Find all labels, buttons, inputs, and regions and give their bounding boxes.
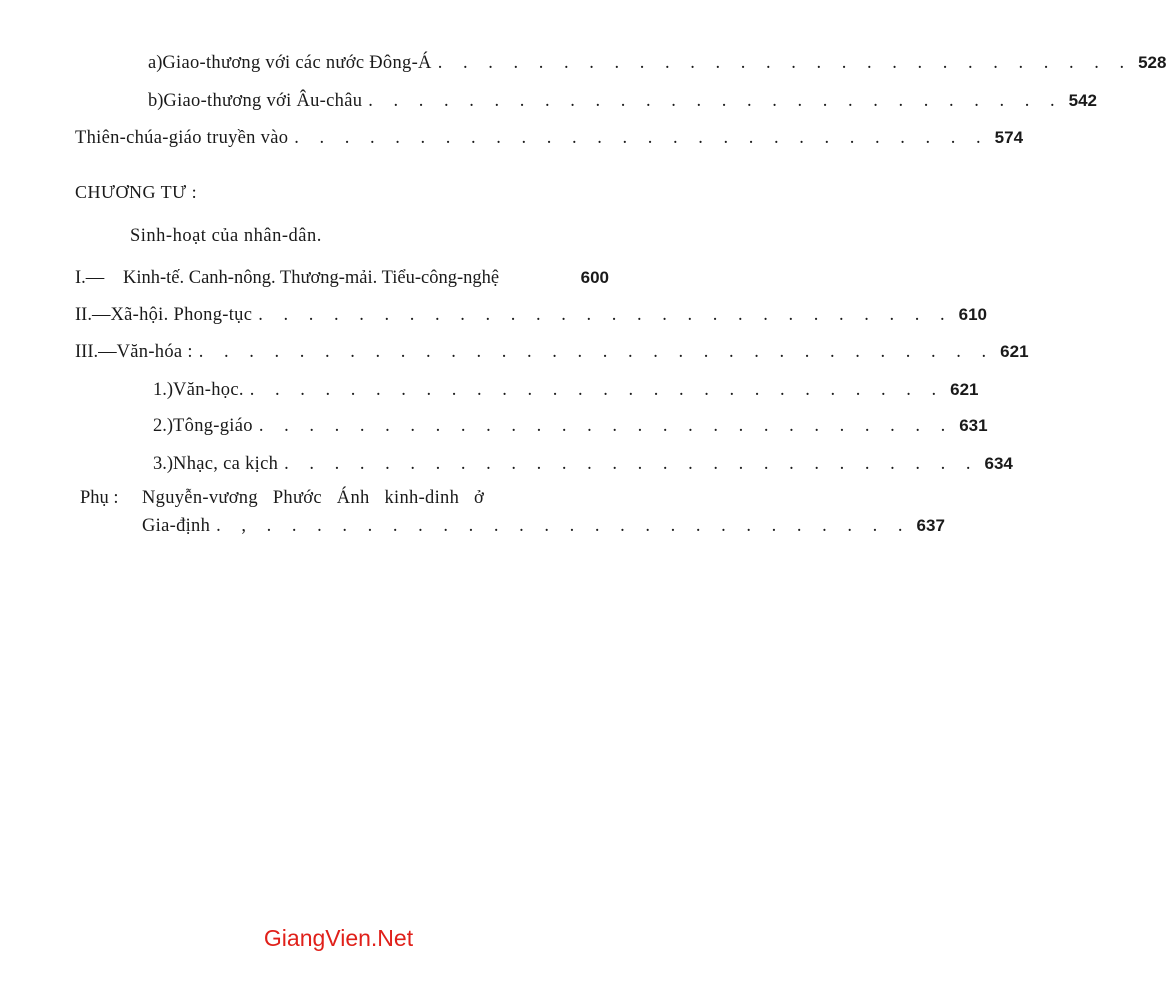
section-number: I.— — [75, 268, 105, 288]
dot-leader: . . . . . . . . . . . . . . . . . . . . . . . . . . . . — [258, 305, 953, 325]
section-label: Văn-hóa : — [116, 342, 193, 362]
toc-entry — [148, 89, 1098, 113]
entry-number: a) — [148, 53, 163, 73]
entry-label: Giao-thương với các nước Đông-Á — [162, 53, 432, 73]
appendix-label-line2: Gia-định — [142, 516, 211, 536]
appendix-label-line1: Nguyễn-vương Phước Ánh kinh-dinh ở — [142, 488, 485, 508]
appendix-page-number: 637 — [916, 516, 945, 535]
section-number: III.— — [75, 342, 117, 362]
section-page-number: 600 — [580, 268, 609, 287]
subsection-number: 3.) — [153, 454, 174, 474]
dot-leader: . . . . . . . . . . . . . . . . . . . . . . . . . . . . — [294, 128, 989, 148]
toc-entry — [148, 51, 1166, 75]
subsection-page-number: 621 — [950, 380, 979, 399]
appendix-prefix: Phụ : — [80, 488, 119, 508]
toc-entry — [75, 126, 1024, 150]
entry-page-number: 574 — [994, 128, 1024, 147]
dot-leader: . . . . . . . . . . . . . . . . . . . . . . . . . . . . — [258, 416, 954, 436]
section-number: II.— — [75, 305, 111, 325]
subsection-label: Nhạc, ca kịch — [173, 454, 279, 474]
section-page-number: 610 — [958, 305, 987, 324]
dot-leader: . . . . . . . . . . . . . . . . . . . . . . . . . . . . — [284, 454, 979, 474]
watermark: GiangVien.Net — [263, 925, 414, 951]
dot-leader: . . . . . . . . . . . . . . . . . . . . . . . . . . . . — [437, 53, 1133, 73]
entry-page-number: 542 — [1068, 91, 1098, 110]
section-page-number: 621 — [1000, 342, 1029, 361]
subsection-page-number: 634 — [984, 454, 1013, 473]
dot-leader: . . . . . . . . . . . . . . . . . . . . . . . . . . . . — [249, 380, 945, 400]
section-label: Kinh-tế. Canh-nông. Thương-mải. Tiểu-công-nghệ — [123, 268, 500, 288]
toc-subsection — [153, 414, 988, 438]
entry-label: Giao-thương với Âu-châu — [163, 91, 363, 111]
appendix-entry-continued — [142, 514, 945, 538]
subsection-label: Tông-giáo — [173, 416, 253, 436]
subsection-number: 2.) — [153, 416, 174, 436]
toc-section — [75, 303, 987, 327]
toc-subsection — [153, 452, 1013, 476]
entry-page-number: 528 — [1138, 53, 1166, 72]
dot-leader: . . . . . . . . . . . . . . . . . . . . . . . . . . . . — [368, 91, 1063, 111]
appendix-entry — [80, 486, 609, 510]
subsection-number: 1.) — [153, 380, 174, 400]
toc-section — [75, 266, 609, 290]
subsection-label: Văn-học. — [173, 380, 244, 400]
toc-section — [75, 340, 1029, 364]
chapter-title: Sinh-hoạt của nhân-dân. — [130, 226, 322, 246]
section-label: Xã-hội. Phong-tục — [110, 305, 253, 325]
subsection-page-number: 631 — [959, 416, 988, 435]
entry-label: Thiên-chúa-giáo truyền vào — [75, 128, 289, 148]
chapter-heading: CHƯƠNG TƯ : — [75, 182, 198, 202]
dot-leader: . . . . . . . . . . . . . . . . . . . . . . . . . . . . . . . . — [198, 342, 995, 362]
entry-number: b) — [148, 91, 164, 111]
dot-leader: . , . . . . . . . . . . . . . . . . . . . . . . . . . . — [216, 516, 911, 536]
toc-subsection — [153, 378, 979, 402]
